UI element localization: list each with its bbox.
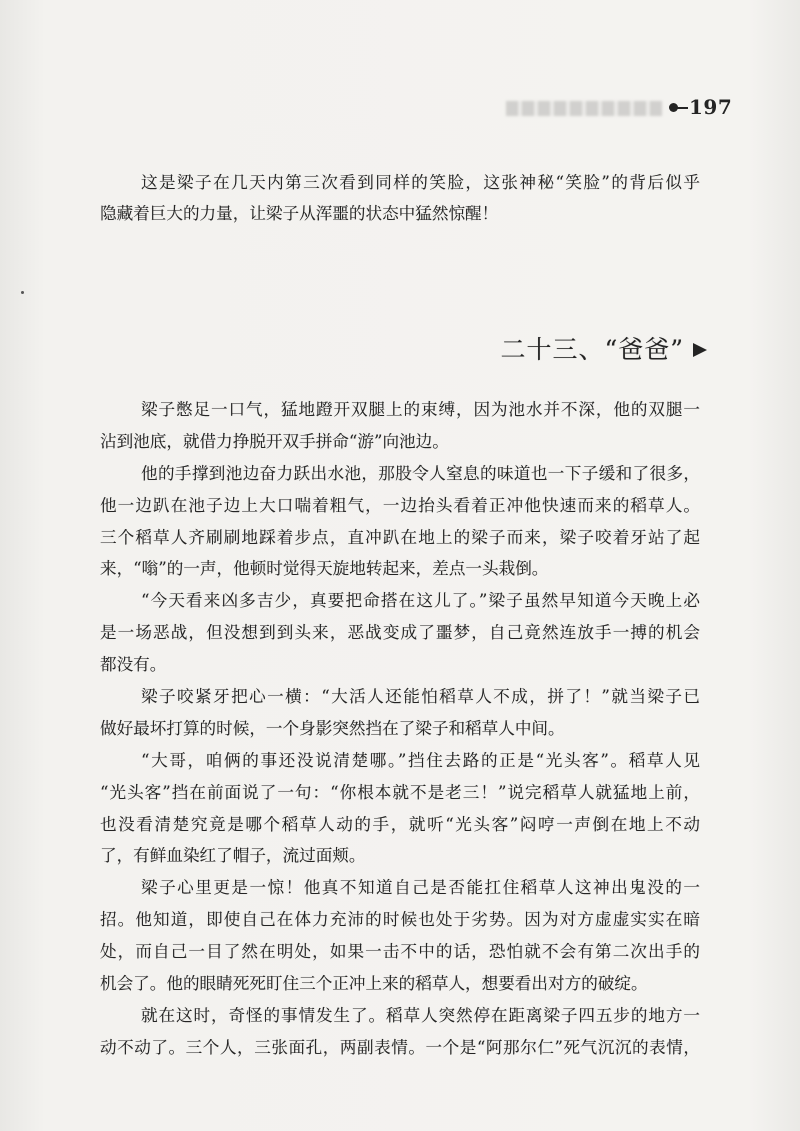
text-line: 梁子心里更是一惊！他真不知道自己是否能扛住稻草人这神出鬼没的一	[141, 878, 700, 898]
page-number: 197	[689, 95, 733, 119]
text-line: 这是梁子在几天内第三次看到同样的笑脸，这张神秘“笑脸”的背后似乎	[141, 173, 700, 192]
paragraph	[100, 1000, 700, 1064]
text-line: 来，“嗡”的一声，他顿时觉得天旋地转起来，差点一头栽倒。	[100, 559, 549, 579]
paragraph	[100, 872, 700, 1000]
scan-speck	[21, 291, 24, 294]
paragraph	[100, 681, 700, 745]
text-line: 了，有鲜血染红了帽子，流过面颊。	[100, 846, 366, 866]
text-line: 就在这时，奇怪的事情发生了。稻草人突然停在距离梁子四五步的地方一	[141, 1005, 700, 1025]
text-line: 招。他知道，即使自己在体力充沛的时候也处于劣势。因为对方虚虚实实在暗	[100, 910, 700, 930]
running-header-bleed-through	[506, 101, 662, 116]
text-line: 也没看清楚究竟是哪个稻草人动的手，就听“光头客”闷哼一声倒在地上不动	[100, 814, 700, 834]
text-line: 是一场恶战，但没想到到头来，恶战变成了噩梦，自己竟然连放手一搏的机会	[100, 623, 700, 643]
chapter-body	[100, 394, 700, 1064]
text-line: “大哥，咱俩的事还没说清楚哪。”挡住去路的正是“光头客”。稻草人见	[141, 750, 700, 770]
text-line: 他一边趴在池子边上大口喘着粗气，一边抬头看着正冲他快速而来的稻草人。	[100, 495, 700, 515]
bullet-dash	[677, 107, 688, 109]
text-line: 隐藏着巨大的力量，让梁子从浑噩的状态中猛然惊醒！	[100, 204, 499, 223]
text-line: 梁子咬紧牙把心一横：“大活人还能怕稻草人不成，拼了！”就当梁子已	[141, 687, 700, 707]
paragraph	[100, 458, 700, 586]
right-triangle-icon	[693, 343, 707, 357]
paragraph	[100, 394, 700, 458]
text-line: 三个稻草人齐刷刷地踩着步点，直冲趴在地上的梁子而来，梁子咬着牙站了起	[100, 527, 700, 547]
bullet-dash-icon	[669, 102, 689, 114]
text-line: 动不动了。三个人，三张面孔，两副表情。一个是“阿那尔仁”死气沉沉的表情，	[100, 1037, 700, 1057]
text-line: “光头客”挡在前面说了一句：“你根本就不是老三！”说完稻草人就猛地上前，	[100, 782, 700, 802]
text-line: 都没有。	[100, 655, 167, 675]
text-line: 机会了。他的眼睛死死盯住三个正冲上来的稻草人，想要看出对方的破绽。	[100, 974, 648, 994]
chapter-title: 二十三、“爸爸”	[500, 335, 684, 364]
text-line: 他的手撑到池边奋力跃出水池，那股令人窒息的味道也一下子缓和了很多，	[141, 463, 700, 483]
text-line: “今天看来凶多吉少，真要把命搭在这儿了。”梁子虽然早知道今天晚上必	[141, 591, 700, 611]
paragraph	[100, 745, 700, 873]
text-line: 做好最坏打算的时候，一个身影突然挡在了梁子和稻草人中间。	[100, 718, 565, 738]
intro-paragraph	[100, 167, 700, 229]
text-line: 沾到池底，就借力挣脱开双手拼命“游”向池边。	[100, 431, 449, 451]
paragraph	[100, 585, 700, 681]
text-line: 处，而自己一目了然在明处，如果一击不中的话，恐怕就不会有第二次出手的	[100, 942, 700, 962]
text-line: 梁子憋足一口气，猛地蹬开双腿上的束缚，因为池水并不深，他的双腿一	[141, 400, 700, 419]
